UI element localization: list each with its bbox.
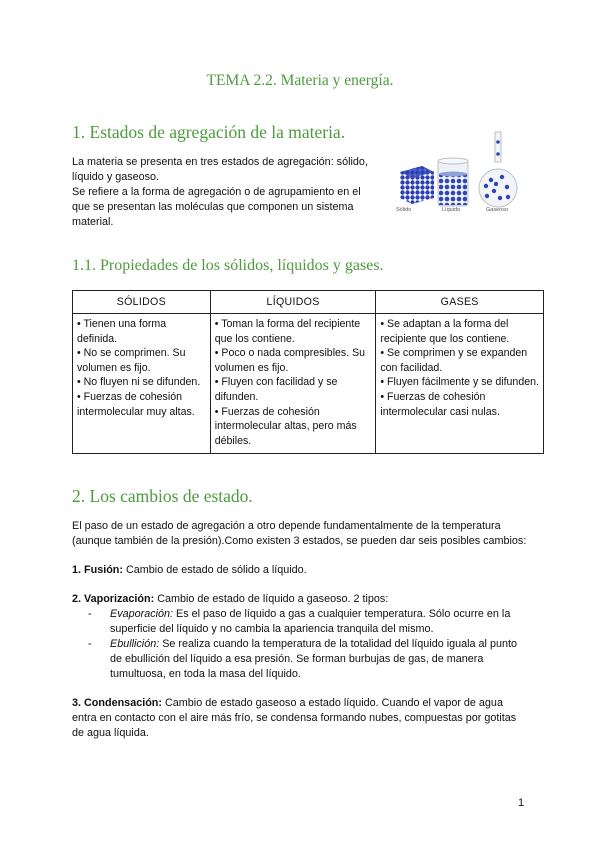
list-item: • Fluyen con facilidad y se difunden.: [214, 376, 338, 403]
list-item: • No se comprimen. Su volumen es fijo.: [77, 347, 186, 374]
fusion-text: Cambio de estado de sólido a líquido.: [123, 564, 307, 576]
list-item: • Poco o nada compresibles. Su volumen es fijo.: [214, 347, 366, 374]
page-number: 1: [518, 797, 525, 809]
section-heading-propiedades: 1.1. Propiedades de los sólidos, líquidos y gases.: [72, 257, 384, 274]
properties-table: [72, 290, 544, 454]
intro-paragraph: El paso de un estado de agregación a otro depende fundamentalmente de la temperatura (aunque también de la presión).Como existen 3 estados, se pueden dar seis posibles cambios:: [72, 520, 527, 547]
column-header-solidos: SÓLIDOS: [73, 291, 211, 314]
vaporizacion-text: Cambio de estado de líquido a gaseoso. 2 tipos:: [154, 593, 389, 605]
dash-bullet: -: [88, 608, 92, 620]
ebullicion-text: Se realiza cuando la temperatura de la totalidad del líquido iguala al punto de ebullición del líquido a esa presión. Se forman burbujas de gas, de manera tumultuosa, en toda la masa del líquido.: [110, 638, 517, 680]
section-heading-estados: 1. Estados de agregación de la materia.: [72, 122, 346, 142]
table-header-row: [73, 291, 544, 314]
cell-gases: [376, 314, 544, 454]
list-item: • Se comprimen y se expanden con facilidad.: [380, 347, 528, 374]
ebullicion-item: [88, 637, 530, 682]
list-item: • Fuerzas de cohesión intermolecular casi nulas.: [380, 390, 500, 418]
evaporacion-label: Evaporación:: [110, 608, 174, 620]
vaporizacion-label: 2. Vaporización:: [72, 593, 155, 605]
fusion-label: 1. Fusión:: [72, 564, 123, 576]
paragraph: Se refiere a la forma de agregación o de agrupamiento en el que se presentan las moléculas que componen un sistema material.: [72, 186, 361, 228]
list-item: • No fluyen ni se difunden.: [77, 376, 201, 389]
list-item: • Fluyen fácilmente y se difunden.: [380, 376, 539, 389]
column-header-liquidos: LÍQUIDOS: [210, 291, 376, 314]
list-item: • Toman la forma del recipiente que los contiene.: [214, 318, 361, 345]
cell-liquidos: [210, 314, 376, 454]
liquid-beaker-icon: [438, 158, 468, 206]
evaporacion-text: Es el paso de líquido a gas a cualquier temperatura. Sólo ocurre en la superficie del líquido y no cambia la apariencia tranquila del mismo.: [110, 608, 511, 635]
vaporizacion-item: [72, 592, 530, 607]
ebullicion-label: Ebullición:: [110, 638, 160, 650]
section1-text: [72, 155, 372, 230]
states-of-matter-figure: [390, 130, 528, 220]
fusion-item: [72, 563, 530, 578]
figure-label-liquido: Líquido: [442, 207, 461, 213]
condensacion-label: 3. Condensación:: [72, 697, 162, 709]
paragraph: La materia se presenta en tres estados de agregación: sólido, líquido y gaseoso.: [72, 156, 368, 183]
evaporacion-item: [88, 607, 530, 637]
table-row: [73, 314, 544, 454]
condensacion-item: [72, 696, 530, 741]
figure-label-gaseoso: Gaseoso: [486, 207, 509, 213]
section2-text: [72, 519, 530, 741]
dash-bullet: -: [88, 638, 92, 650]
page-title: TEMA 2.2. Materia y energía.: [206, 72, 394, 89]
list-item: • Fuerzas de cohesión intermolecular muy altas.: [77, 390, 195, 418]
gas-flask-icon: [479, 132, 517, 207]
list-item: • Tienen una forma definida.: [77, 318, 167, 345]
list-item: • Fuerzas de cohesión intermolecular altas, pero más débiles.: [214, 405, 357, 447]
figure-label-solido: Sólido: [396, 207, 412, 213]
section-heading-cambios: 2. Los cambios de estado.: [72, 486, 253, 506]
cell-solidos: [73, 314, 211, 454]
column-header-gases: GASES: [376, 291, 544, 314]
condensacion-text: Cambio de estado gaseoso a estado líquido. Cuando el vapor de agua entra en contacto con el aire más frío, se condensa formando nubes, compuestas por gotitas de agua líquida.: [72, 697, 517, 739]
solid-cube-icon: [400, 166, 434, 204]
list-item: • Se adaptan a la forma del recipiente que los contiene.: [380, 318, 510, 345]
